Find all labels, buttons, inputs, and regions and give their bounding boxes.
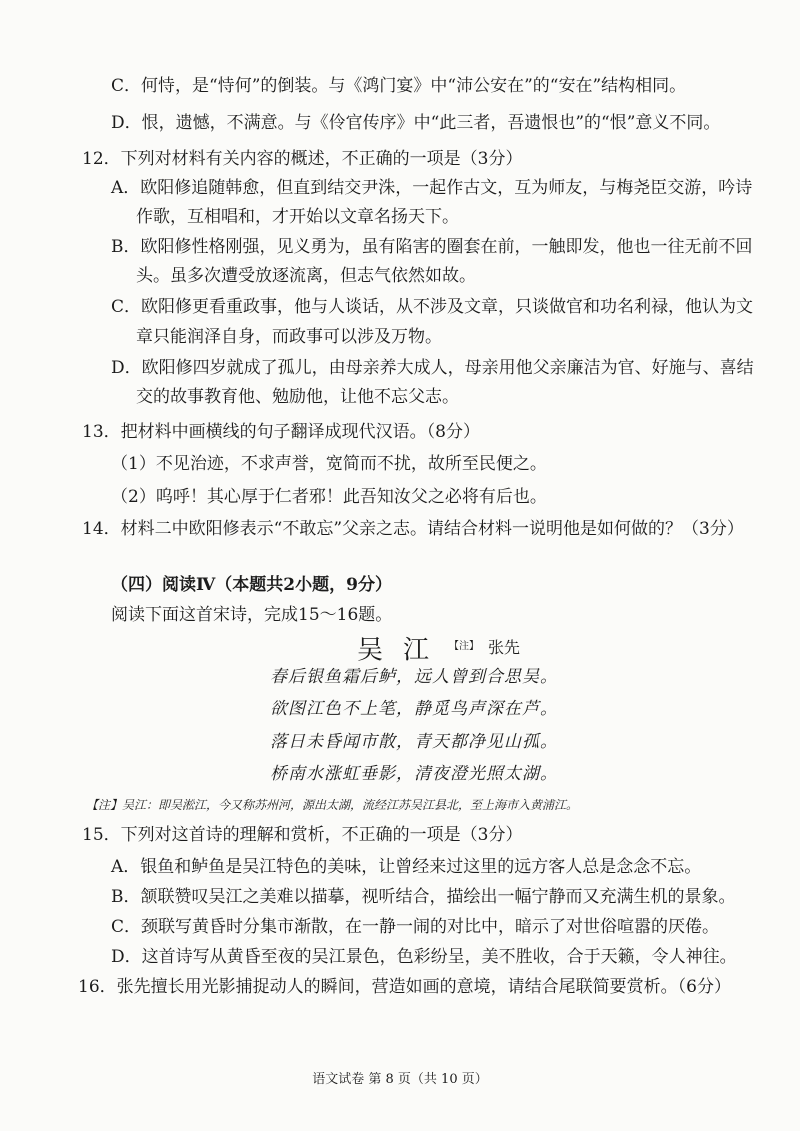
q12-stem: 12．下列对材料有关内容的概述，不正确的一项是（3分） [82, 149, 523, 169]
q15-option-a: A．银鱼和鲈鱼是吴江特色的美味，让曾经来过这里的远方客人总是念念不忘。 [111, 857, 702, 877]
q12-option-a-line2: 作歌，互相唱和，才开始以文章名扬天下。 [136, 207, 459, 227]
q15-option-b: B．颔联赞叹吴江之美难以描摹，视听结合，描绘出一幅宁静而又充满生机的景象。 [111, 887, 736, 907]
poem-line-3: 落日未昏闻市散，青天都净见山孤。 [270, 732, 558, 752]
q12-option-d-line1: D．欧阳修四岁就成了孤儿，由母亲养大成人，母亲用他父亲廉洁为官、好施与、喜结 [111, 358, 754, 378]
q12-option-a-line1: A．欧阳修追随韩愈，但直到结交尹洙，一起作古文，互为师友，与梅尧臣交游，吟诗 [111, 178, 753, 198]
q12-option-b-line2: 头。虽多次遭受放逐流离，但志气依然如故。 [136, 266, 476, 286]
poem-title-text: 吴江 [357, 635, 450, 666]
poem-line-1: 春后银鱼霜后鲈，远人曾到合思吴。 [270, 667, 558, 687]
q14-stem: 14．材料二中欧阳修表示“不敢忘”父亲之志。请结合材料一说明他是如何做的？（3分） [82, 519, 744, 539]
q11-option-d: D．恨，遗憾，不满意。与《伶官传序》中“此三者，吾遗恨也”的“恨”意义不同。 [111, 113, 721, 133]
q11-option-c: C．何恃，是“恃何”的倒装。与《鸿门宴》中“沛公安在”的“安在”结构相同。 [111, 76, 687, 96]
q12-option-c-line2: 章只能润泽自身，而政事可以涉及万物。 [136, 327, 442, 347]
q13-stem: 13．把材料中画横线的句子翻译成现代汉语。（8分） [82, 422, 480, 442]
q12-option-b-line1: B．欧阳修性格刚强，见义勇为，虽有陷害的圈套在前，一触即发，他也一往无前不回 [111, 237, 753, 257]
section4-intro: 阅读下面这首宋诗，完成15～16题。 [111, 605, 393, 625]
q13-sentence-1: （1）不见治迹，不求声誉，宽简而不扰，故所至民便之。 [111, 454, 547, 474]
q13-sentence-2: （2）呜呼！其心厚于仁者邪！此吾知汝父之必将有后也。 [111, 487, 547, 507]
q16-stem: 16．张先擅长用光影捕捉动人的瞬间，营造如画的意境，请结合尾联简要赏析。（6分） [78, 977, 731, 997]
q12-option-c-line1: C．欧阳修更看重政事，他与人谈话，从不涉及文章，只谈做官和功名利禄，他认为文 [111, 297, 754, 317]
section4-title: （四）阅读Ⅳ（本题共2小题，9分） [111, 575, 392, 595]
poem-author: 张先 [488, 638, 521, 657]
poem-line-4: 桥南水涨虹垂影，清夜澄光照太湖。 [270, 764, 558, 784]
q12-option-d-line2: 交的故事教育他、勉励他，让他不忘父志。 [136, 387, 459, 407]
poem-line-2: 欲图江色不上笔，静觅鸟声深在芦。 [270, 699, 558, 719]
q15-option-d: D．这首诗写从黄昏至夜的吴江景色，色彩纷呈，美不胜收，合于天籁，令人神往。 [111, 947, 737, 967]
poem-title [357, 631, 479, 667]
poem-note-mark: 【注】 [449, 641, 480, 652]
q15-option-c: C．颈联写黄昏时分集市渐散，在一静一闹的对比中，暗示了对世俗喧嚣的厌倦。 [111, 917, 720, 937]
poem-annotation: 【注】吴江：即吴淞江，今又称苏州河，源出太湖，流经江苏吴江县北，至上海市入黄浦江。 [86, 798, 579, 812]
page-footer: 语文试卷 第 8 页（共 10 页） [312, 1072, 488, 1087]
q15-stem: 15．下列对这首诗的理解和赏析，不正确的一项是（3分） [82, 825, 523, 845]
